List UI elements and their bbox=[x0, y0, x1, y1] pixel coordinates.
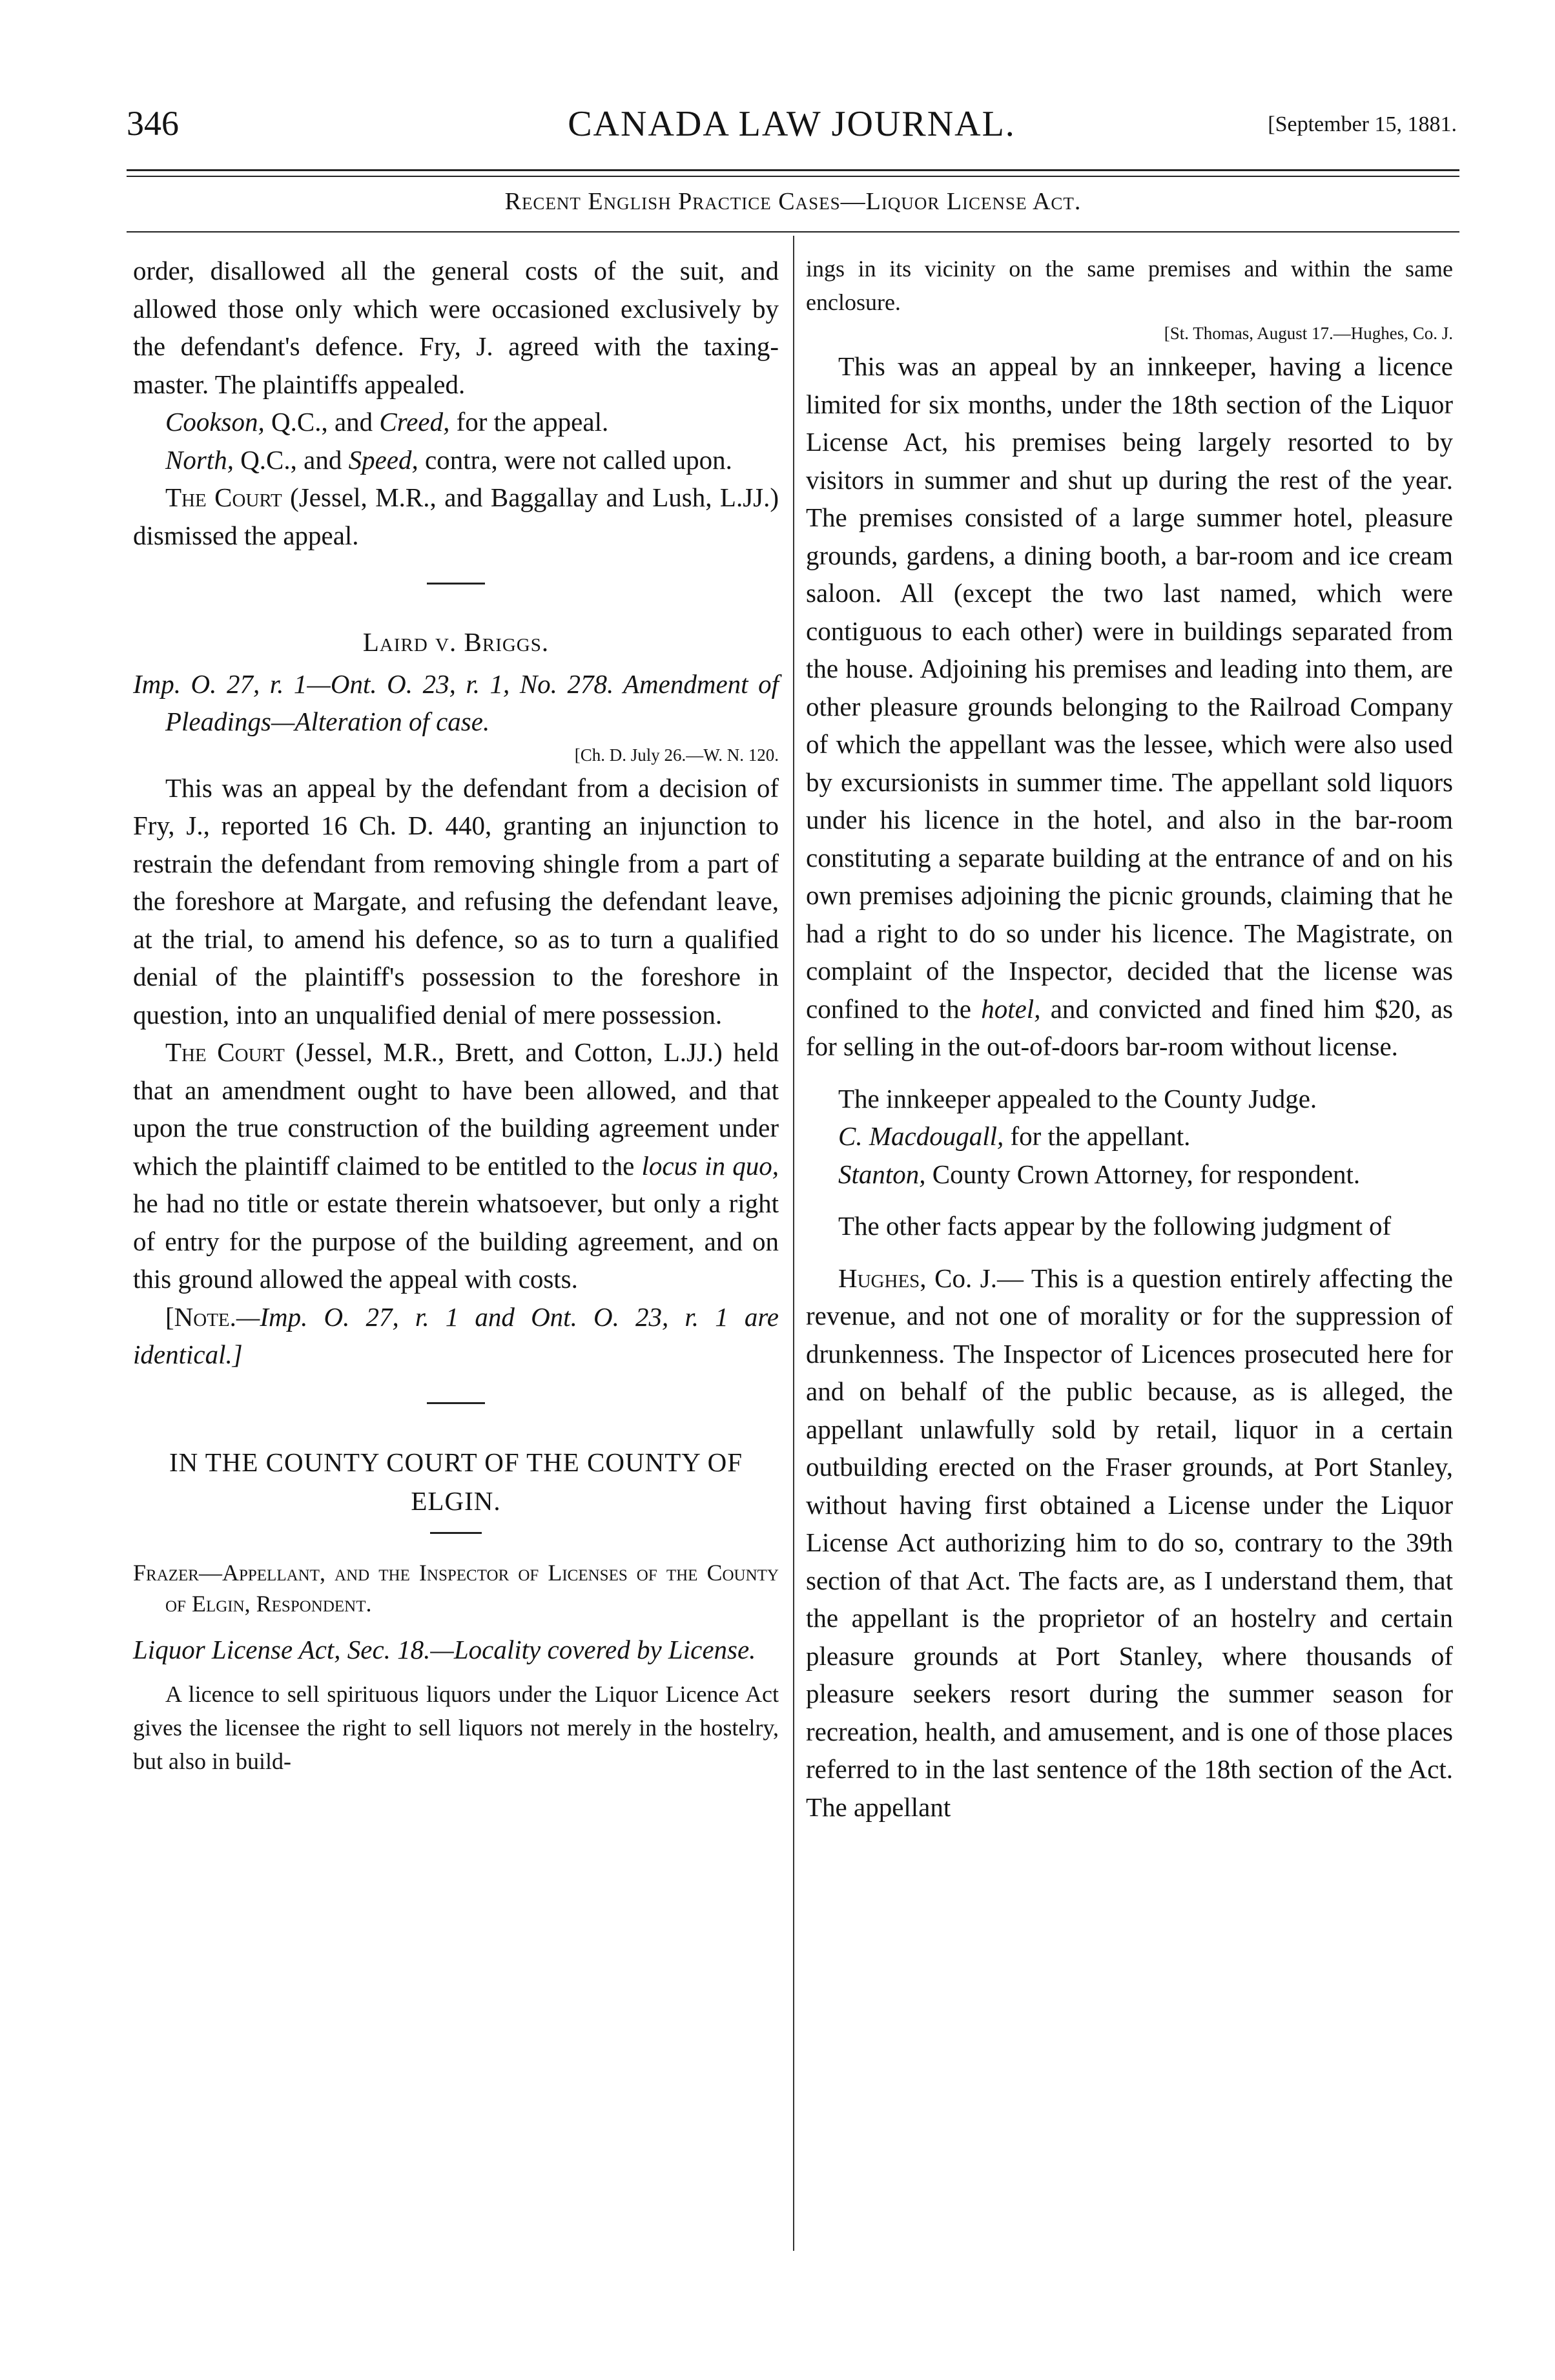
paragraph: order, disallowed all the general costs of the suit, and allowed those only which were occasioned exclusively by the defendant's defence. Fry, J. agreed with the taxing-master. The plaintiffs appealed. bbox=[133, 256, 779, 399]
editor-note: [Note.—Imp. O. 27, r. 1 and Ont. O. 23, r. 1 are identical.] bbox=[133, 1301, 779, 1369]
paragraph: This was an appeal by the defendant from a decision of Fry, J., reported 16 Ch. D. 440, granting an injunction to restrain the defendant from removing shingle from a part of the foreshore at Margate, and refusing the defendant leave, at the trial, to amend his defence, so as to turn a qualified denial of the plaintiff's possession to the foreshore in question, into an unqualified denial of mere possession. bbox=[133, 772, 779, 1030]
journal-title: CANADA LAW JOURNAL. bbox=[568, 104, 1016, 144]
case-citation: [Ch. D. July 26.—W. N. 120. bbox=[574, 745, 779, 765]
case-parties: Frazer—Appellant, and the Inspector of Licenses of the County of Elgin, Respondent. bbox=[133, 1559, 779, 1617]
section-title: Recent English Practice Cases—Liquor License Act. bbox=[504, 188, 1082, 215]
page-number: 346 bbox=[127, 104, 179, 143]
syllabus: A licence to sell spirituous liquors under the Liquor Licence Act gives the licensee the right to sell liquors not merely in the hostelry, but also in build- bbox=[133, 1681, 779, 1774]
section-dash bbox=[427, 1402, 485, 1404]
header-rule-double bbox=[127, 176, 1459, 177]
counsel-respondent: Stanton, County Crown Attorney, for respondent. bbox=[838, 1159, 1361, 1189]
court-heading: IN THE COUNTY COURT OF THE COUNTY OF ELGIN. bbox=[169, 1447, 743, 1516]
header-rule-top bbox=[127, 169, 1459, 171]
counsel-respondent: North, Q.C., and Speed, contra, were not called upon. bbox=[165, 444, 732, 475]
case-title: Laird v. Briggs. bbox=[362, 627, 550, 657]
case-headnote: Imp. O. 27, r. 1—Ont. O. 23, r. 1, No. 278. Amendment of Pleadings—Alteration of case. bbox=[133, 668, 779, 736]
section-rule bbox=[127, 231, 1459, 233]
paragraph: The innkeeper appealed to the County Judge. bbox=[838, 1083, 1317, 1113]
column-divider bbox=[793, 236, 794, 2251]
counsel-appellant: Cookson, Q.C., and Creed, for the appeal. bbox=[165, 407, 609, 437]
syllabus-continued: ings in its vicinity on the same premises and within the same enclosure. bbox=[806, 256, 1453, 315]
issue-date: [September 15, 1881. bbox=[1268, 112, 1457, 136]
section-dash bbox=[427, 583, 485, 585]
case-citation: [St. Thomas, August 17.—Hughes, Co. J. bbox=[1164, 324, 1453, 343]
paragraph: The other facts appear by the following judgment of bbox=[838, 1211, 1392, 1241]
running-header bbox=[127, 103, 1457, 155]
judgment: Hughes, Co. J.— This is a question entirely affecting the revenue, and not one of morality or for the suppression of drunkenness. The Inspector of Licences prosecuted here for and on behalf of the public because, as is alleged, the appellant unlawfully sold by retail, liquor in a certain outbuilding erected on the Fraser grounds, at Port Stanley, without having first obtained a License under the Liquor License Act authorizing him to do so, contrary to the 39th section of that Act. The facts are, as I understand them, that the appellant is the proprietor of an hostelry and certain pleasure grounds at Port Stanley, where thousands of pleasure seekers resort during the summer season for recreation, health, and amusement, and is one of those places referred to in the last sentence of the 18th section of the Act. The appellant bbox=[806, 1263, 1453, 1822]
left-column bbox=[133, 252, 779, 1778]
counsel-appellant: C. Macdougall, for the appellant. bbox=[838, 1121, 1191, 1151]
section-dash bbox=[430, 1532, 482, 1534]
court-decision: The Court (Jessel, M.R., and Baggallay and Lush, L.JJ.) dismissed the appeal. bbox=[133, 482, 779, 550]
paragraph: This was an appeal by an innkeeper, having a licence limited for six months, under the 18th section of the Liquor License Act, his premises being largely resorted to by visitors in summer and shut up during the rest of the year. The premises consisted of a large summer hotel, pleasure grounds, gardens, a dining booth, a bar-room and ice cream saloon. All (except the two last named, which were contiguous to each other) were in buildings separated from the house. Adjoining his premises and leading into them, are other pleasure grounds belonging to the Railroad Company of which the appellant was the lessee, which were also used by excursionists in summer time. The appellant sold liquors under his licence in the hotel, and also in the bar-room constituting a separate building at the entrance of and on his own premises adjoining the picnic grounds, claiming that he had a right to do so under his licence. The Magistrate, on complaint of the Inspector, decided that the license was confined to the hotel, and convicted and fined him $20, as for selling in the out-of-doors bar-room without license. bbox=[806, 351, 1454, 1061]
statute-headnote: Liquor License Act, Sec. 18.—Locality covered by License. bbox=[133, 1634, 756, 1664]
court-holding: The Court (Jessel, M.R., Brett, and Cotton, L.JJ.) held that an amendment ought to have been allowed, and that upon the true construction of the building agreement under which the plaintiff claimed to be entitled to the locus in quo, he had no title or estate therein whatsoever, but only a right of entry for the purpose of the building agreement, and on this ground allowed the appeal with costs. bbox=[133, 1037, 779, 1294]
right-column bbox=[806, 252, 1453, 1826]
